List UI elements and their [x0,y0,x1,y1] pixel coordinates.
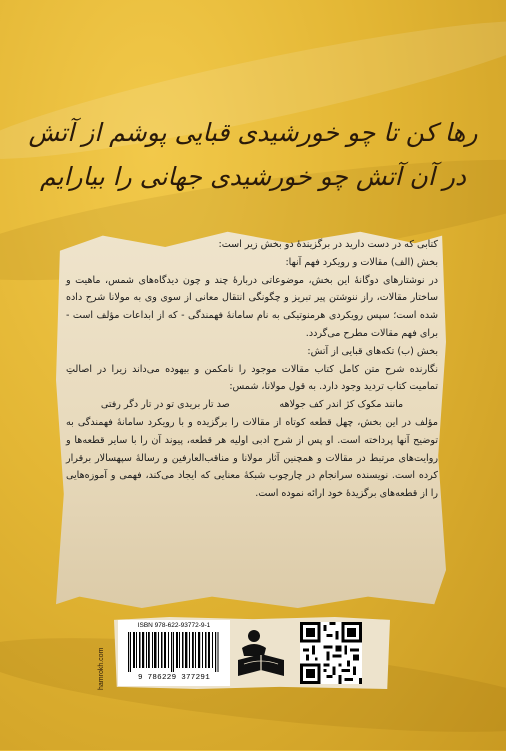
section-b-closing: مؤلف در این بخش، چهل قطعه کوتاه از مقالات را برگزیده و با رویکرد سامانهٔ فهمندگی به توضیح آنها پرداخته است. او پس از شرح ادبی اولیه هر قطعه، پیوند آن را با سایر قطعه‌ها و روایت‌های مرتبط در مقالات و همچنین آثار مولانا و مناقب‌العارفین و رسالهٔ سپهسالار برقرار کرده است. نویسنده سرانجام در چارچوب شبکهٔ معنایی که ایجاد می‌کند، فهمی و آموزه‌هایی را از قطعه‌های برگزیدهٔ خود ارائه نموده است. [66,416,438,500]
section-a-body: در نوشتارهای دوگانهٔ این بخش، موضوعاتی دربارهٔ چند و چون دیدگاه‌های شمس، ماهیت و ساختار مقالات، راز ننوشتن پیر تبریز و چگونگی انتقال معانی از سوی وی به مولانا شرح داده شده است؛ سپس رویکردی هرمنوتیکی به نام سامانهٔ فهمندگی - که از ابداعات مؤلف است - برای فهم مقالات مطرح می‌گردد. [66,274,438,339]
website-url[interactable]: hamrokh.com [98,647,105,690]
section-b-heading: بخش (ب) تکه‌های قبایی از آتش: [307,345,438,357]
verse [66,396,438,414]
fabric-fold [0,0,506,182]
verse-hemistich-1: مانند مکوک کژ اندر کف جولاهه [279,399,404,411]
poem-line-1: رها کن تا چو خورشیدی قبایی پوشم از آتش [28,118,478,147]
verse-hemistich-2: صد تار بریدی تو در تار دگر رفتی [100,399,230,411]
qr-code[interactable] [300,622,362,684]
section-a-heading: بخش (الف) مقالات و رویکرد فهم آنها: [285,256,438,268]
isbn-label: ISBN 978-622-93772-9-1 [137,622,211,629]
barcode-bars [126,632,222,672]
section-b-body: نگارنده شرح متن کامل کتاب مقالات موجود را نامکمن و بیهوده می‌داند زیرا در اصالتِ تمامیت کتاب تردید وجود دارد. به قول مولانا، شمس: [66,363,438,393]
back-cover-blurb [66,236,438,602]
publisher-logo [234,626,288,680]
isbn-barcode [118,620,230,686]
poem-line-2: در آن آتش چو خورشیدی جهانی را بیارایم [39,162,467,191]
barcode-digits: 9 786229 377291 [137,674,210,682]
blurb-intro: کتابی که در دست دارید در برگزیندهٔ دو بخش زیر است: [218,239,438,250]
